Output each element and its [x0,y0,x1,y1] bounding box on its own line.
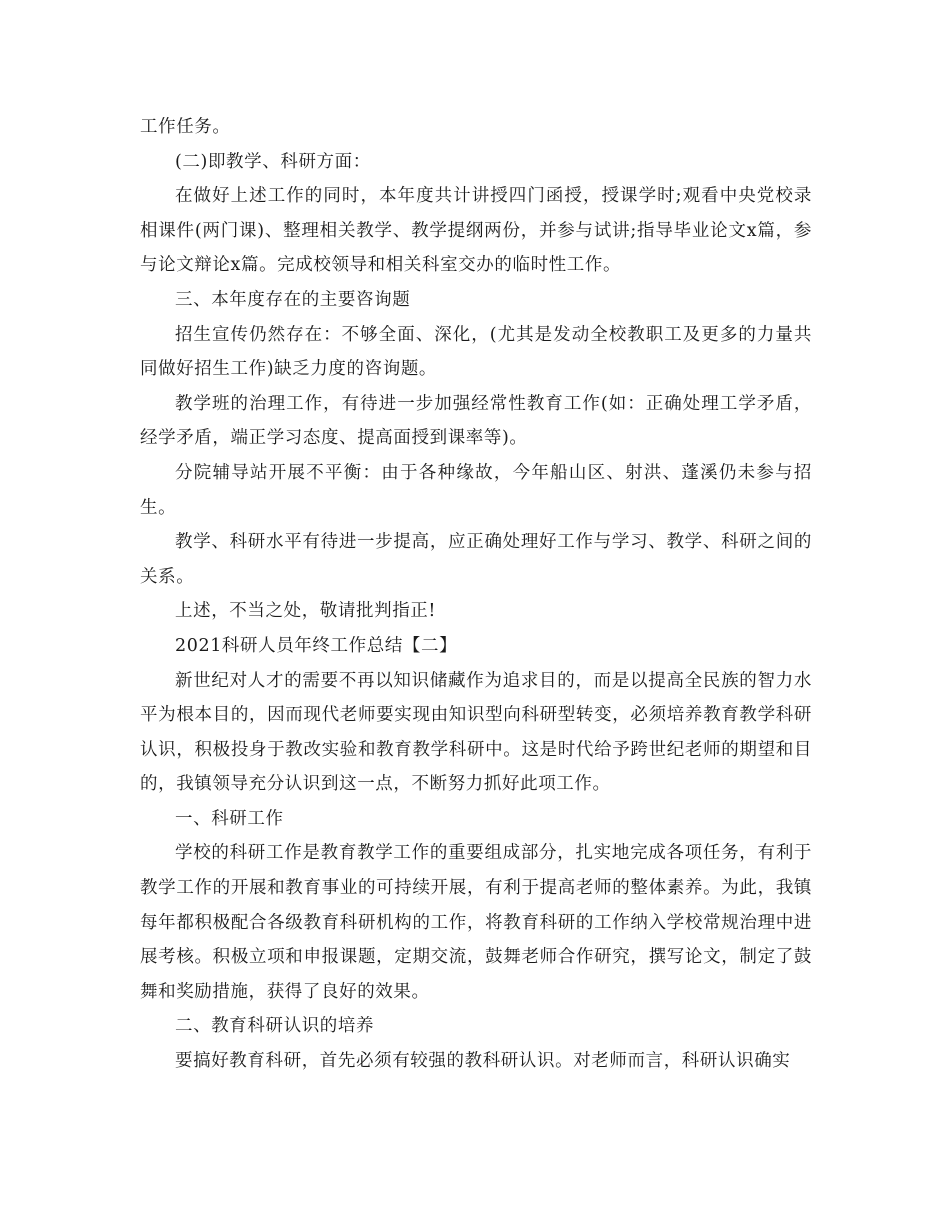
paragraph-3: 在做好上述工作的同时，本年度共计讲授四门函授，授课学时;观看中央党校录相课件(两门课)、整理相关教学、教学提纲两份，并参与试讲;指导毕业论文x篇，参与论文辩论x篇。完成校领导和相关科室交办的临时性工作。 [140,186,812,276]
paragraph-12-heading: 一、科研工作 [175,808,284,829]
paragraph-7: 分院辅导站开展不平衡：由于各种缘故，今年船山区、射洪、蓬溪仍未参与招生。 [140,462,812,518]
paragraph-15: 要搞好教育科研，首先必须有较强的教科研认识。对老师而言，科研认识确实 [175,1051,791,1072]
paragraph-8: 教学、科研水平有待进一步提高，应正确处理好工作与学习、教学、科研之间的关系。 [140,532,812,587]
paragraph-5: 招生宣传仍然存在：不够全面、深化，(尤其是发动全校教职工及更多的力量共同做好招生工作)缺乏力度的咨询题。 [140,324,812,380]
section-title: 2021科研人员年终工作总结【二】 [175,635,458,656]
paragraph-13: 学校的科研工作是教育教学工作的重要组成部分，扎实地完成各项任务，有利于教学工作的开展和教育事业的可持续开展，有利于提高老师的整体素养。为此，我镇每年都积极配合各级教育科研机构的工作，将教育科研的工作纳入学校常规治理中进展考核。积极立项和申报课题，定期交流，鼓舞老师合作研究，撰写论文，制定了鼓舞和奖励措施，获得了良好的效果。 [140,843,812,1002]
paragraph-9: 上述，不当之处，敬请批判指正! [175,601,437,622]
paragraph-14-heading: 二、教育科研认识的培养 [175,1016,375,1037]
paragraph-4-heading: 三、本年度存在的主要咨询题 [175,289,411,310]
paragraph-6: 教学班的治理工作，有待进一步加强经常性教育工作(如：正确处理工学矛盾，经学矛盾，端正学习态度、提高面授到课率等)。 [140,393,812,449]
paragraph-2-heading: (二)即教学、科研方面： [175,151,371,172]
paragraph-11: 新世纪对人才的需要不再以知识储藏作为追求目的，而是以提高全民族的智力水平为根本目的，因而现代老师要实现由知识型向科研型转变，必须培养教育教学科研认识，积极投身于教改实验和教育教学科研中。这是时代给予跨世纪老师的期望和目的，我镇领导充分认识到这一点，不断努力抓好此项工作。 [140,670,812,795]
document-page [140,110,812,1079]
paragraph-1: 工作任务。 [140,117,231,137]
